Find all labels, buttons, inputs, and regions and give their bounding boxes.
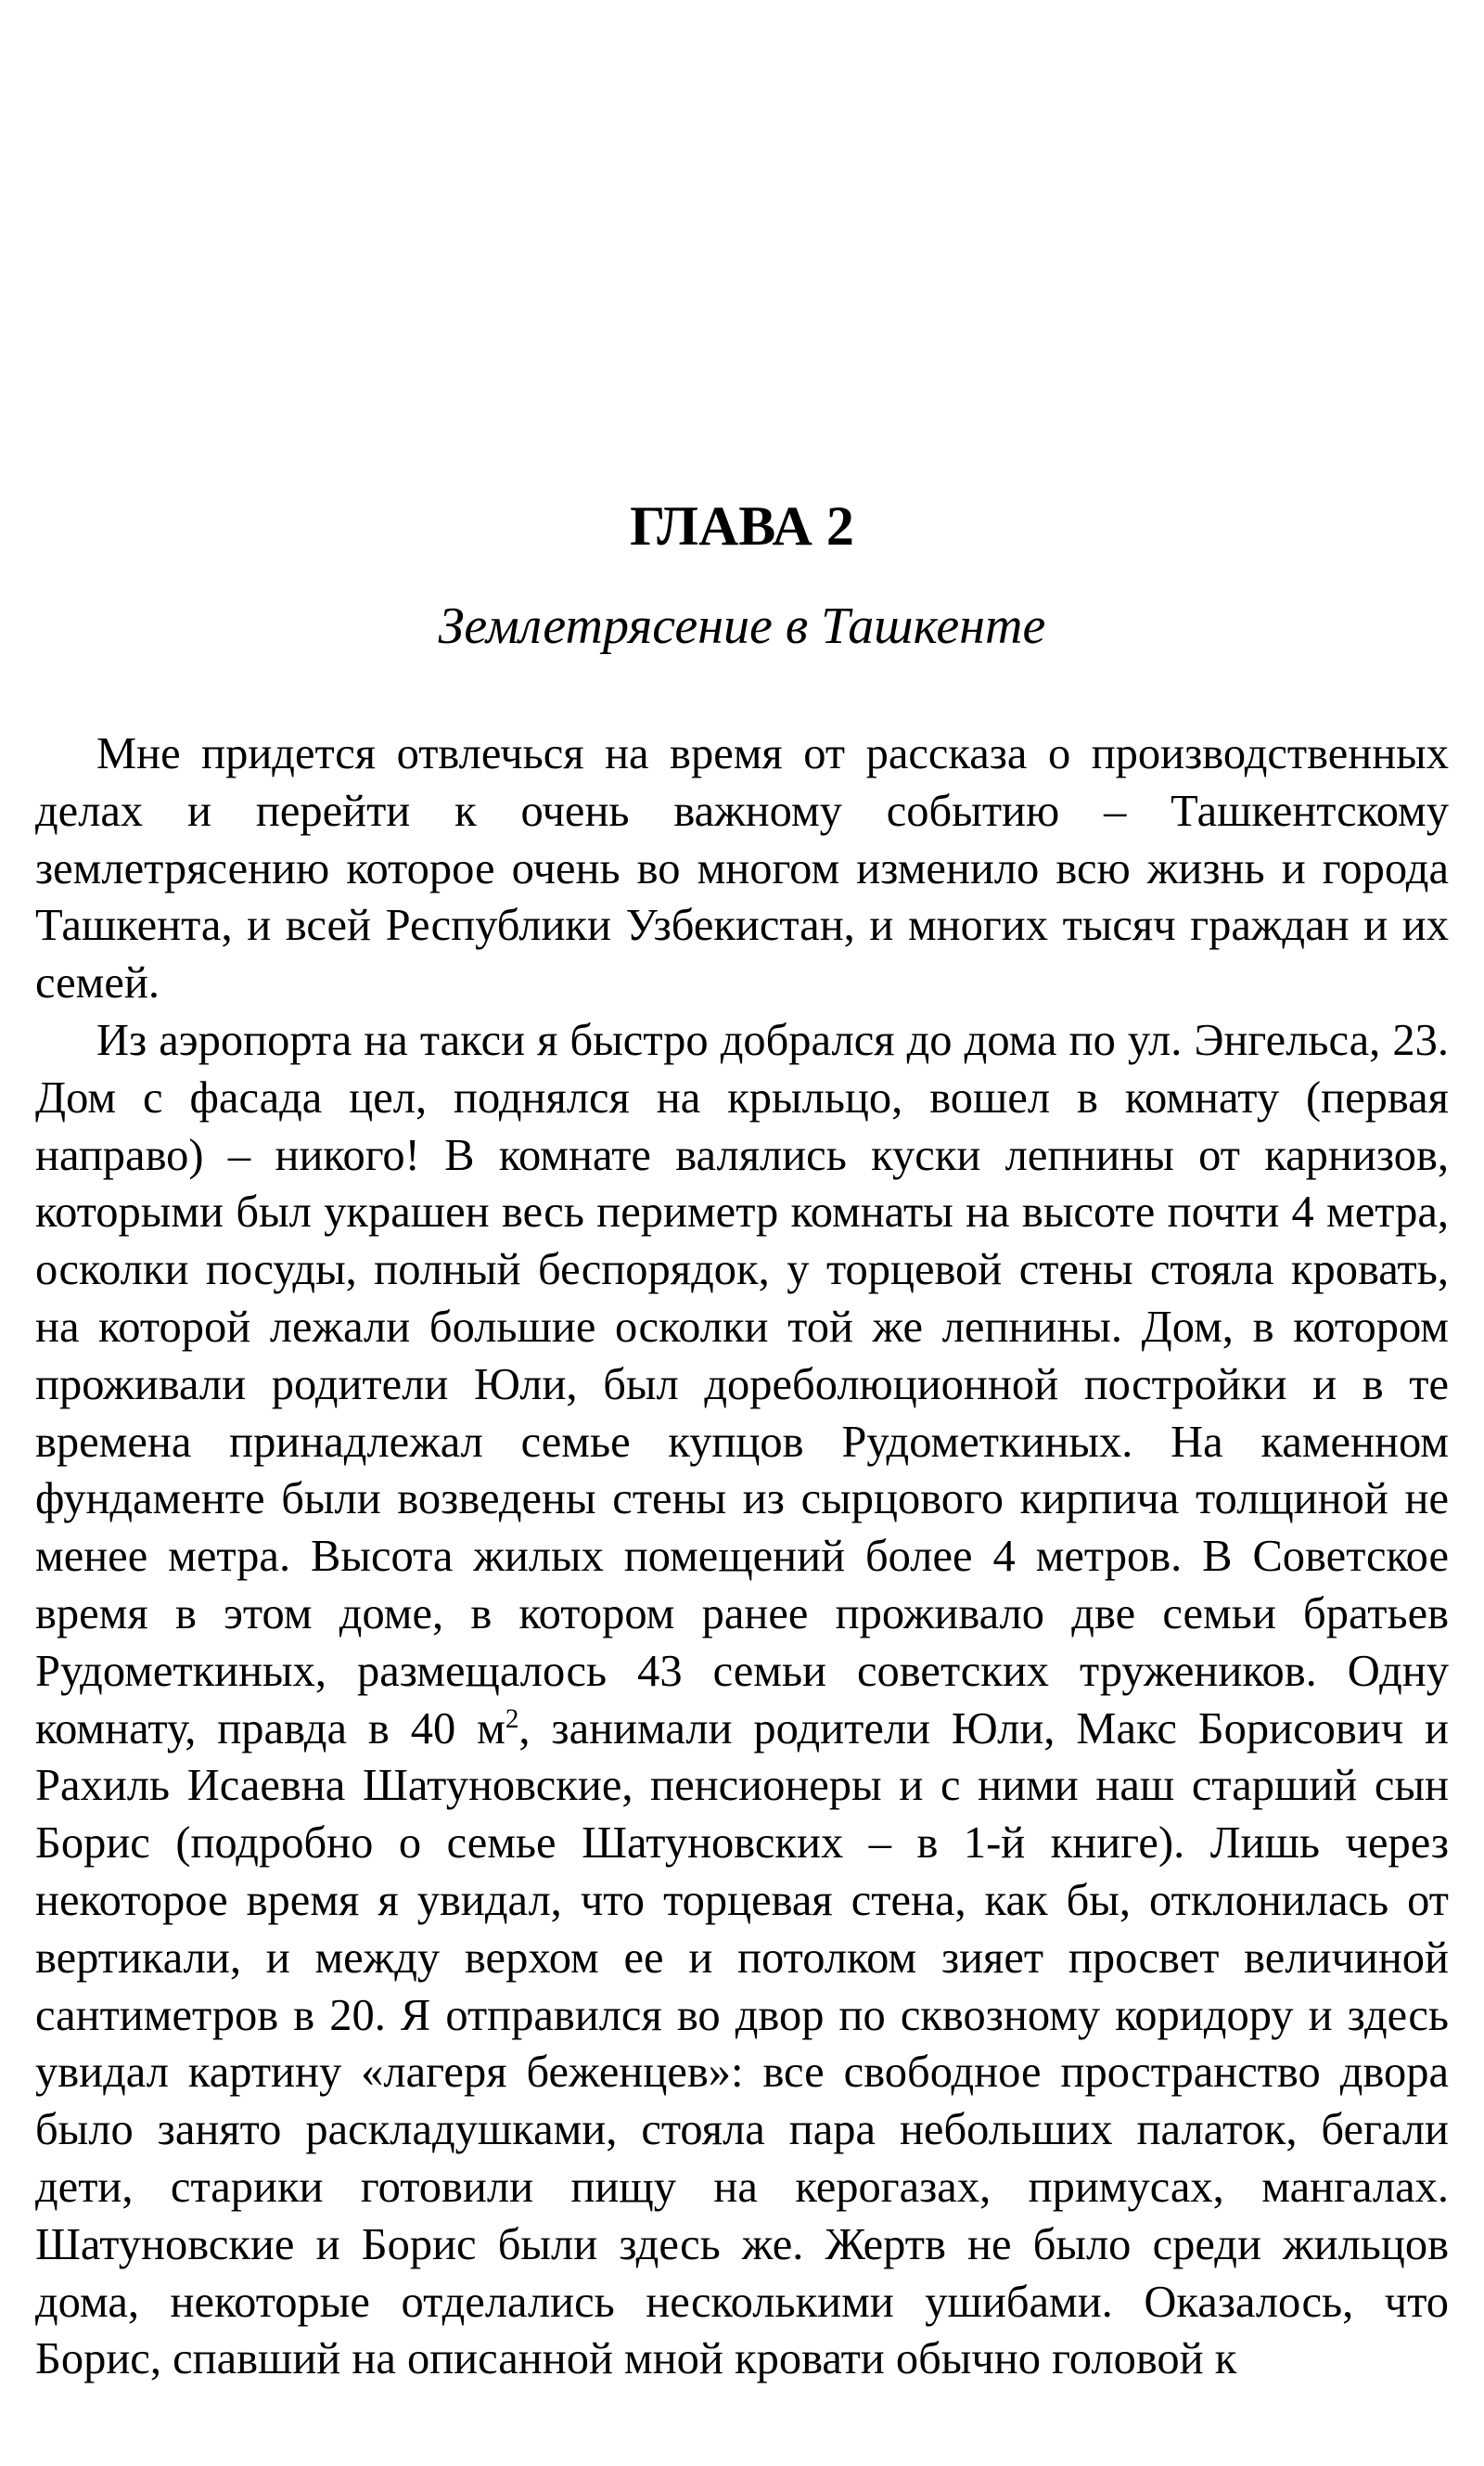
paragraph-2-part-1: Из аэропорта на такси я быстро добрался до дома по ул. Энгельса, 23. Дом с фасада цел, поднялся на крыльцо, вошел в комнату (первая направо) – никого! В комнате валялись куски лепнины от карнизов, которыми был украшен весь периметр комнаты на высоте почти 4 метра, осколки посуды, полный беспорядок, у торцевой стены стояла кровать, на которой лежали большие осколки той же лепнины. Дом, в котором проживали родители Юли, был дореболюционной постройки и в те времена принадлежал семье купцов Рудометкиных. На каменном фундаменте были возведены стены из сырцового кирпича толщиной не менее метра. Высота жилых помещений более 4 метров. В Советское время в этом доме, в котором ранее проживало две семьи братьев Рудометкиных, размещалось 43 семьи советских тружеников. Одну комнату, правда в 40 м — [35, 1015, 1449, 1753]
chapter-title: ГЛАВА 2 — [630, 495, 854, 557]
body-text — [35, 726, 1449, 2388]
paragraph-2-part-2: , занимали родители Юли, Макс Борисович и Рахиль Исаевна Шатуновские, пенсионеры и с ними наш старший сын Борис (подробно о семье Шатуновских – в 1-й книге). Лишь через некоторое время я увидал, что торцевая стена, как бы, отклонилась от вертикали, и между верхом ее и потолком зияет просвет величиной сантиметров в 20. Я отправился во двор по сквозному коридору и здесь увидал картину «лагеря беженцев»: все свободное пространство двора было занято раскладушками, стояла пара небольших палаток, бегали дети, старики готовили пищу на керогазах, примусах, мангалах. Шатуновские и Борис были здесь же. Жертв не было среди жильцов дома, некоторые отделались несколькими ушибами. Оказалось, что Борис, спавший на описанной мной кровати обычно головой к — [35, 1703, 1450, 2384]
paragraph-2 — [35, 1012, 1449, 2388]
chapter-subtitle: Землетрясение в Ташкенте — [438, 597, 1046, 655]
paragraph-1: Мне придется отвлечься на время от рассказа о производственных делах и перейти к очень важному событию – Ташкентскому землетрясению которое очень во многом изменило всю жизнь и города Ташкента, и всей Республики Узбекистан, и многих тысяч граждан и их семей. — [35, 729, 1449, 1008]
superscript-square: 2 — [505, 1703, 519, 1734]
